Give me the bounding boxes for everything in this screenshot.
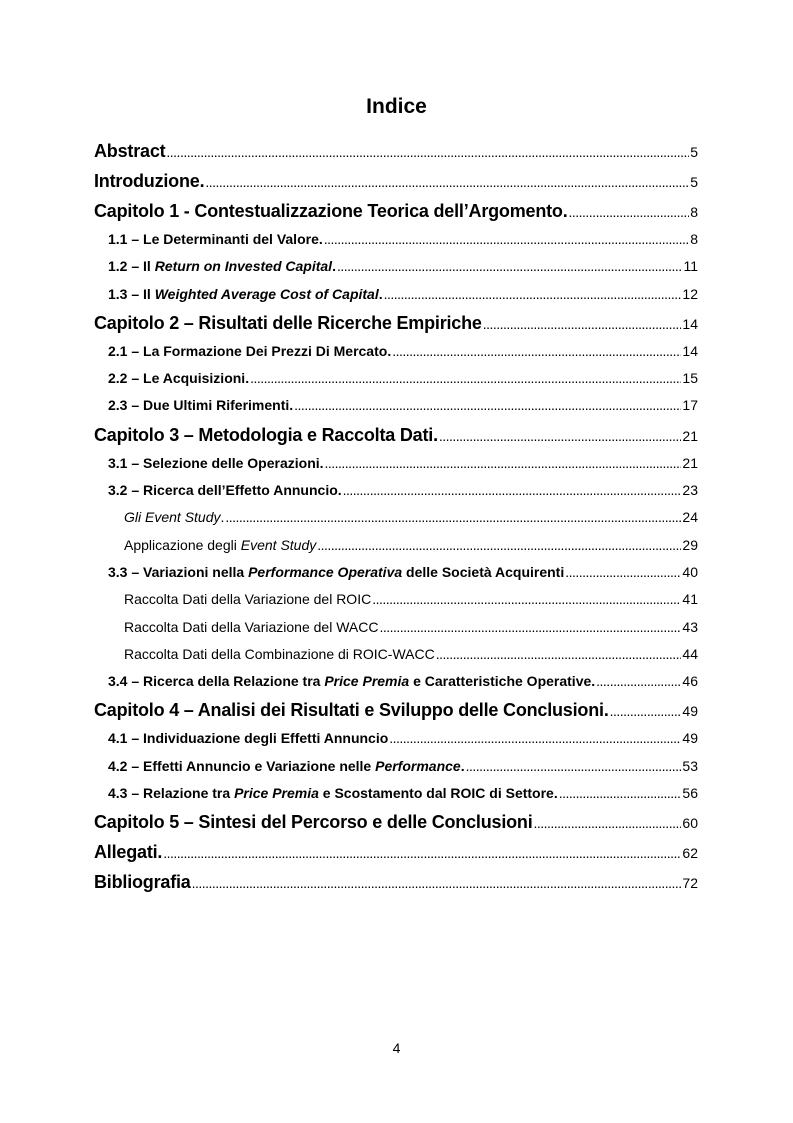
toc-entry-title <box>108 450 324 477</box>
toc-entry-title-part: 3.1 – Selezione delle Operazioni <box>108 454 320 471</box>
toc-entry-title <box>94 308 482 338</box>
toc-entry-title <box>108 477 342 504</box>
toc-entry[interactable] <box>94 420 698 450</box>
dot-leader <box>372 586 681 613</box>
toc-entry-title-part: 4.1 – Individuazione degli Effetti Annuncio <box>108 730 389 747</box>
toc-entry-title <box>124 614 378 641</box>
toc-entry[interactable] <box>94 196 698 226</box>
dot-leader <box>596 668 681 695</box>
dot-leader <box>389 725 681 752</box>
toc-entry-title-part: . <box>433 424 438 445</box>
toc-entry-page: 53 <box>682 757 698 774</box>
toc-entry-title-part: 3.4 – Ricerca della Relazione tra <box>108 673 325 690</box>
toc-entry-page: 17 <box>682 397 698 414</box>
dot-leader <box>250 365 681 392</box>
toc-entry-title <box>94 867 191 897</box>
toc-entry[interactable] <box>94 392 698 419</box>
toc-entry-title-part: 1.3 – Il <box>108 285 155 302</box>
toc-entry-title <box>124 641 435 668</box>
toc-entry-page: 14 <box>682 342 698 359</box>
toc-entry-title <box>94 807 533 837</box>
page-title: Indice <box>366 95 427 118</box>
toc-entry[interactable] <box>94 477 698 504</box>
toc-entry-title-part: Raccolta Dati della Variazione del ROIC <box>124 591 372 608</box>
toc-entry-title-part: . <box>553 785 558 802</box>
toc-entry-title-part: Performance <box>375 757 461 774</box>
toc-entry-title-part: Introduzione <box>94 171 200 191</box>
toc-entry-page: 41 <box>682 591 698 608</box>
toc-entry-title-part: . <box>591 673 596 690</box>
toc-entry-page: 62 <box>682 845 698 862</box>
toc-entry-title-part: . <box>337 482 342 499</box>
toc-entry-title-part: Capitolo 5 – Sintesi del Percorso e delle Conclusioni <box>94 812 533 833</box>
toc-entry-page: 21 <box>682 454 698 471</box>
toc-entry-page: 5 <box>690 174 698 190</box>
toc-entry-page: 46 <box>682 673 698 690</box>
toc-entry-title <box>94 420 438 450</box>
page-number: 4 <box>392 1040 401 1056</box>
toc-entry-title-part: Capitolo 2 – Risultati delle Ricerche Empiriche <box>94 312 482 333</box>
dot-leader <box>565 559 681 586</box>
toc-entry-title <box>108 338 391 365</box>
toc-entry[interactable] <box>94 504 698 531</box>
toc-entry-title-part: Raccolta Dati della Variazione del WACC <box>124 618 379 635</box>
toc-entry-title-part: . <box>157 842 163 863</box>
dot-leader <box>192 868 682 897</box>
dot-leader <box>436 641 682 668</box>
toc-entry-title-part: Performance Operativa <box>248 563 403 580</box>
toc-entry[interactable] <box>94 166 698 196</box>
toc-entry-page: 49 <box>682 730 698 747</box>
toc-entry[interactable] <box>94 807 698 837</box>
toc-entry-title <box>108 668 595 695</box>
toc-entry[interactable] <box>94 837 698 867</box>
toc-entry[interactable] <box>94 226 698 253</box>
toc-entry-title-part: Capitolo 3 – Metodologia e Raccolta Dati <box>94 424 434 445</box>
dot-leader <box>317 532 681 559</box>
toc-entry-page: 56 <box>682 785 698 802</box>
toc-entry-page: 11 <box>683 258 698 275</box>
toc-entry[interactable] <box>94 780 698 807</box>
toc-entry-title-part: . <box>378 285 383 302</box>
toc-entry-title <box>108 559 564 586</box>
toc-entry-title <box>108 780 558 807</box>
toc-entry[interactable] <box>94 281 698 308</box>
toc-entry[interactable] <box>94 753 698 780</box>
toc-entry-page: 40 <box>682 563 698 580</box>
toc-entry-title <box>108 253 336 280</box>
toc-entry[interactable] <box>94 725 698 752</box>
toc-entry-title-part: 1.2 – Il <box>108 258 155 275</box>
toc-entry[interactable] <box>94 365 698 392</box>
toc-entry-title-part: 3.3 – Variazioni nella <box>108 563 249 580</box>
dot-leader <box>379 614 681 641</box>
toc-entry-page: 8 <box>690 231 698 247</box>
toc-entry-title-part: Applicazione degli <box>124 536 241 553</box>
toc-entry-title <box>124 532 316 559</box>
toc-entry-title <box>94 166 204 196</box>
dot-leader <box>534 808 682 837</box>
toc-entry-title-part: Price Premia <box>234 785 319 802</box>
toc-entry-page: 8 <box>690 204 698 220</box>
dot-leader <box>439 421 682 450</box>
dot-leader <box>610 696 682 725</box>
toc-entry-title-part: 2.2 – Le Acquisizioni <box>108 370 246 387</box>
toc-entry[interactable] <box>94 253 698 280</box>
toc-entry-title-part: . <box>289 397 294 414</box>
dot-leader <box>166 137 689 166</box>
toc-entry-title-part: . <box>460 757 465 774</box>
dot-leader <box>343 477 682 504</box>
toc-entry-title-part: e Caratteristiche Operative <box>409 673 592 690</box>
toc-entry-title-part: Gli Event Study <box>124 509 221 526</box>
toc-entry[interactable] <box>94 867 698 897</box>
toc-entry[interactable] <box>94 136 698 166</box>
toc-entry-title <box>94 136 165 166</box>
toc-entry-title-part: . <box>332 258 336 275</box>
toc-entry[interactable] <box>94 695 698 725</box>
toc-entry-title <box>124 504 224 531</box>
toc-entry-title-part: delle Società Acquirenti <box>402 563 565 580</box>
dot-leader <box>225 504 681 531</box>
toc-entry-title <box>108 365 249 392</box>
toc-entry-page: 21 <box>682 427 698 444</box>
toc-entry-title-part: Raccolta Dati della Combinazione di ROIC-WACC <box>124 645 435 662</box>
toc-entry[interactable] <box>94 668 698 695</box>
dot-leader <box>324 226 689 253</box>
toc-entry-title-part: . <box>318 231 323 247</box>
dot-leader <box>205 167 689 196</box>
toc-entry[interactable] <box>94 338 698 365</box>
toc-entry[interactable] <box>94 308 698 338</box>
toc-entry-title <box>124 586 371 613</box>
toc-entry-page: 60 <box>682 815 698 832</box>
toc-entry-title-part: Bibliografia <box>94 872 191 893</box>
table-of-contents <box>94 136 698 897</box>
dot-leader <box>466 753 682 780</box>
toc-entry-title <box>108 392 293 419</box>
dot-leader <box>325 450 682 477</box>
toc-entry-page: 5 <box>690 144 698 160</box>
toc-entry-title-part: Return on Invested Capital <box>154 258 333 275</box>
toc-entry-title <box>108 753 465 780</box>
toc-entry-title-part: . <box>199 171 205 191</box>
toc-entry-title-part: Capitolo 4 – Analisi dei Risultati e Sviluppo delle Conclusioni <box>94 700 604 721</box>
dot-leader <box>569 197 690 226</box>
toc-entry-title <box>108 281 383 308</box>
toc-entry-title-part: . <box>220 509 225 526</box>
toc-entry[interactable] <box>94 532 698 559</box>
toc-entry-title-part: 4.3 – Relazione tra <box>108 785 235 802</box>
toc-entry-title-part: Allegati <box>94 842 158 863</box>
dot-leader <box>337 253 683 280</box>
toc-entry-page: 43 <box>682 618 698 635</box>
toc-entry-title <box>94 695 609 725</box>
toc-entry-title-part: Capitolo 1 - Contestualizzazione Teorica dell’Argomento <box>94 201 563 221</box>
toc-entry-page: 29 <box>682 536 698 553</box>
toc-entry-page: 24 <box>682 509 698 526</box>
toc-entry-title <box>108 725 388 752</box>
toc-entry-page: 44 <box>682 645 698 662</box>
toc-entry[interactable] <box>94 641 698 668</box>
toc-entry-title-part: . <box>387 342 392 359</box>
toc-entry-title-part: Event Study <box>240 536 317 553</box>
toc-entry-page: 23 <box>682 482 698 499</box>
toc-entry-title-part: 2.1 – La Formazione Dei Prezzi Di Mercato <box>108 342 388 359</box>
dot-leader <box>163 838 681 867</box>
dot-leader <box>392 338 681 365</box>
toc-entry-title-part: . <box>319 454 324 471</box>
toc-entry-title-part: Price Premia <box>324 673 410 690</box>
toc-entry-title-part: . <box>603 700 609 721</box>
toc-entry-page: 49 <box>682 703 698 720</box>
toc-entry-page: 12 <box>682 285 698 302</box>
dot-leader <box>483 309 682 338</box>
toc-entry-title-part: Weighted Average Cost of Capital <box>154 285 379 302</box>
toc-entry-page: 15 <box>682 370 698 387</box>
dot-leader <box>559 780 682 807</box>
toc-entry-title-part: 4.2 – Effetti Annuncio e Variazione nelle <box>108 757 376 774</box>
dot-leader <box>384 281 682 308</box>
toc-entry-page: 14 <box>682 315 698 332</box>
toc-entry[interactable] <box>94 559 698 586</box>
toc-entry-title-part: . <box>562 201 568 221</box>
toc-entry-title-part: 2.3 – Due Ultimi Riferimenti <box>108 397 290 414</box>
toc-entry-title <box>94 837 162 867</box>
toc-entry-title <box>94 196 568 226</box>
toc-entry[interactable] <box>94 586 698 613</box>
toc-entry-title-part: 3.2 – Ricerca dell’Effetto Annuncio <box>108 482 338 499</box>
toc-entry[interactable] <box>94 450 698 477</box>
toc-entry-title-part: Abstract <box>94 141 166 161</box>
toc-entry-title-part: e Scostamento dal ROIC di Settore <box>318 785 554 802</box>
toc-entry-title-part: 1.1 – Le Determinanti del Valore <box>108 231 319 247</box>
toc-entry[interactable] <box>94 614 698 641</box>
dot-leader <box>294 392 681 419</box>
toc-entry-title <box>108 226 323 253</box>
toc-entry-title-part: . <box>245 370 250 387</box>
toc-entry-page: 72 <box>682 875 698 892</box>
